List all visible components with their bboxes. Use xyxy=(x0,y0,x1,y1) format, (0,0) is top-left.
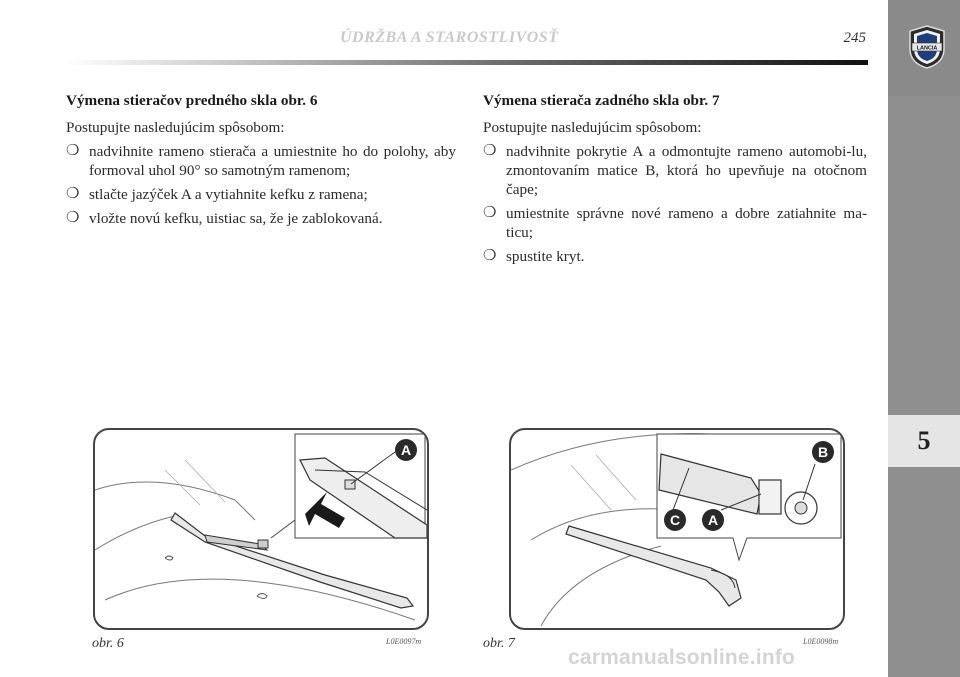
right-section-intro: Postupujte nasledujúcim spôsobom: xyxy=(483,119,702,136)
figure-7-code: L0E0098m xyxy=(803,637,839,646)
list-item xyxy=(66,185,456,204)
brand-logo-icon xyxy=(908,25,946,69)
callout-b-label: B xyxy=(817,444,829,460)
figure-rear-wiper xyxy=(509,428,845,630)
figure-7-label: obr. 7 xyxy=(483,636,515,651)
right-column xyxy=(483,91,867,271)
bullet-circle-icon: ❍ xyxy=(66,186,80,202)
bullet-circle-icon: ❍ xyxy=(483,205,497,221)
list-item xyxy=(483,204,867,242)
left-section-intro: Postupujte nasledujúcim spôsobom: xyxy=(66,119,285,136)
list-item xyxy=(483,142,867,199)
bullet-circle-icon: ❍ xyxy=(483,143,497,159)
list-item xyxy=(483,247,867,266)
list-item xyxy=(66,142,456,180)
figure-front-wiper xyxy=(93,428,429,630)
front-wiper-illustration xyxy=(95,430,427,628)
chapter-sidebar xyxy=(888,0,960,677)
list-item-text: spustite kryt. xyxy=(506,248,585,265)
figure-6-code: L0E0097m xyxy=(386,637,422,646)
list-item-text: nadvihnite pokrytie A a odmontujte rameno automobi-lu, zmontovaním matice B, ktorá ho upevňuje na otočnom čape; xyxy=(506,143,867,198)
chapter-header-title: ÚDRŽBA A STAROSTLIVOSŤ xyxy=(340,29,559,46)
list-item-text: stlačte jazýček A a vytiahnite kefku z ramena; xyxy=(89,186,368,203)
rear-wiper-illustration xyxy=(511,430,843,628)
callout-a-label: A xyxy=(400,442,412,458)
left-column xyxy=(66,91,456,233)
brand-logo-text: LANCIA xyxy=(916,45,938,52)
list-item xyxy=(66,209,456,228)
list-item-text: vložte novú kefku, uistiac sa, že je zablokovaná. xyxy=(89,210,383,227)
figure-6-label: obr. 6 xyxy=(92,636,124,651)
list-item-text: umiestnite správne nové rameno a dobre zatiahnite ma-ticu; xyxy=(506,205,867,241)
list-item-text: nadvihnite rameno stierača a umiestnite ho do polohy, aby formoval uhol 90° so samotným ramenom; xyxy=(89,143,456,179)
site-watermark: carmanualsonline.info xyxy=(568,646,796,669)
left-section-heading: Výmena stieračov predného skla obr. 6 xyxy=(66,92,318,109)
bullet-circle-icon: ❍ xyxy=(66,210,80,226)
callout-c-label: C xyxy=(669,512,681,528)
bullet-circle-icon: ❍ xyxy=(66,143,80,159)
bullet-circle-icon: ❍ xyxy=(483,248,497,264)
callout-a-label: A xyxy=(707,512,719,528)
chapter-tab[interactable]: 5 xyxy=(888,415,960,467)
header-rule xyxy=(66,60,868,65)
right-section-heading: Výmena stierača zadného skla obr. 7 xyxy=(483,92,720,109)
page-number: 245 xyxy=(843,30,866,46)
